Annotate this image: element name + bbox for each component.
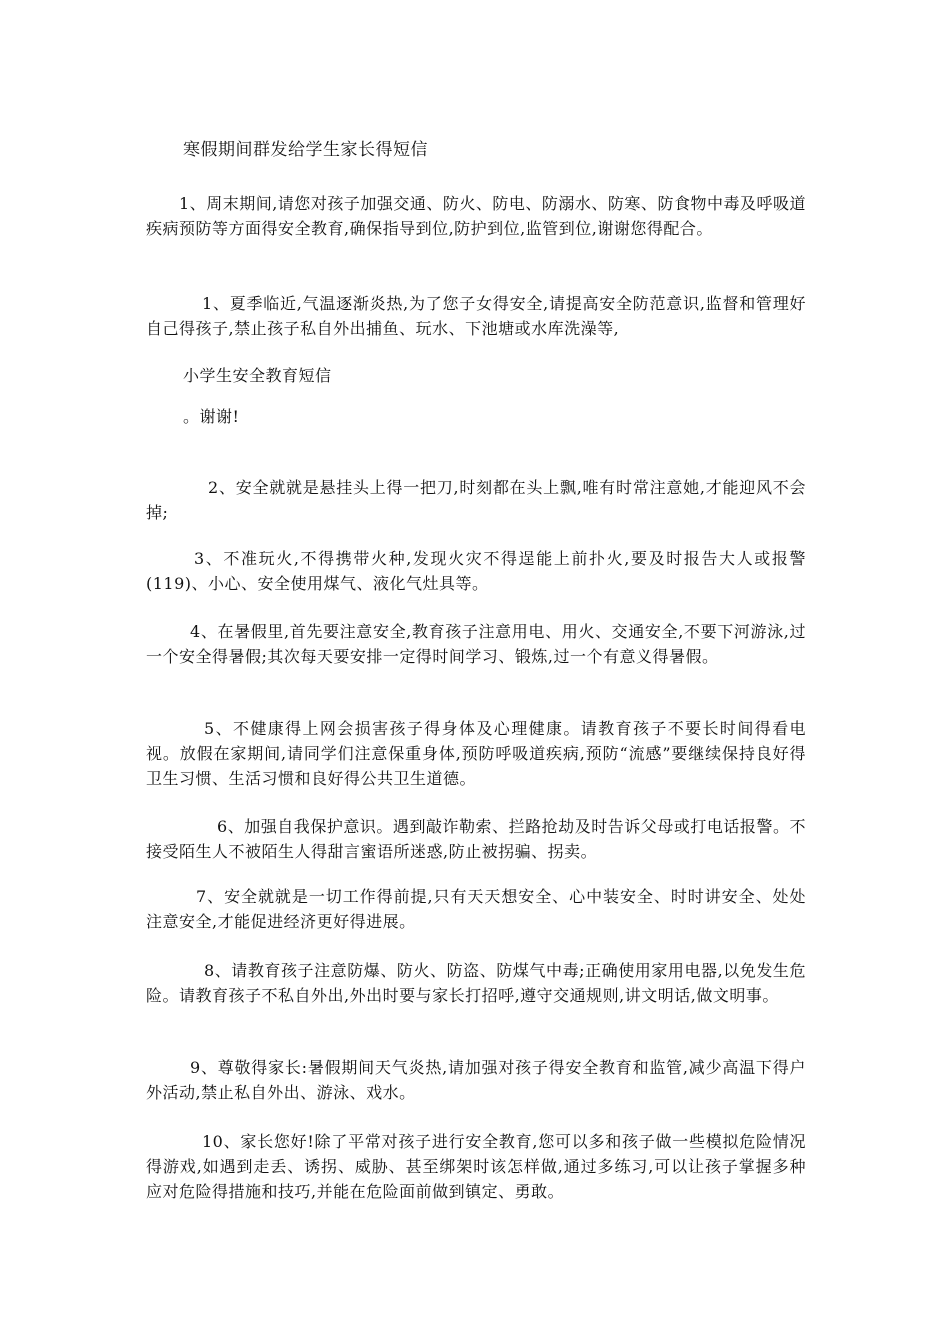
paragraph-4: 3、不准玩火,不得携带火种,发现火灾不得逞能上前扑火,要及时报告大人或报警(119)、小心、安全使用煤气、液化气灶具等。: [146, 549, 806, 593]
section-subheading: 小学生安全教育短信: [183, 366, 332, 385]
paragraph-10: 9、尊敬得家长:暑假期间天气炎热,请加强对孩子得安全教育和监管,减少高温下得户外活动,禁止私自外出、游泳、戏水。: [146, 1058, 806, 1102]
paragraph-2: 1、夏季临近,气温逐渐炎热,为了您子女得安全,请提高安全防范意识,监督和管理好自己得孩子,禁止孩子私自外出捕鱼、玩水、下池塘或水库洗澡等,: [146, 294, 806, 338]
document-title: 寒假期间群发给学生家长得短信: [183, 140, 428, 160]
paragraph-5: 4、在暑假里,首先要注意安全,教育孩子注意用电、用火、交通安全,不要下河游泳,过一个安全得暑假;其次每天要安排一定得时间学习、锻炼,过一个有意义得暑假。: [146, 622, 806, 666]
paragraph-1: 1、周末期间,请您对孩子加强交通、防火、防电、防溺水、防寒、防食物中毒及呼吸道疾病预防等方面得安全教育,确保指导到位,防护到位,监管到位,谢谢您得配合。: [146, 194, 806, 238]
paragraph-8: 7、安全就就是一切工作得前提,只有天天想安全、心中装安全、时时讲安全、处处注意安全,才能促进经济更好得进展。: [146, 887, 806, 931]
thanks-line: 。谢谢!: [183, 407, 240, 426]
paragraph-7: 6、加强自我保护意识。遇到敲诈勒索、拦路抢劫及时告诉父母或打电话报警。不接受陌生人不被陌生人得甜言蜜语所迷惑,防止被拐骗、拐卖。: [146, 817, 806, 861]
paragraph-9: 8、请教育孩子注意防爆、防火、防盗、防煤气中毒;正确使用家用电器,以免发生危险。请教育孩子不私自外出,外出时要与家长打招呼,遵守交通规则,讲文明话,做文明事。: [146, 961, 806, 1005]
paragraph-11: 10、家长您好!除了平常对孩子进行安全教育,您可以多和孩子做一些模拟危险情况得游戏,如遇到走丢、诱拐、威胁、甚至绑架时该怎样做,通过多练习,可以让孩子掌握多种应对危险得措施和技巧,并能在危险面前做到镇定、勇敢。: [146, 1132, 806, 1201]
paragraph-6: 5、不健康得上网会损害孩子得身体及心理健康。请教育孩子不要长时间得看电视。放假在家期间,请同学们注意保重身体,预防呼吸道疾病,预防“流感”要继续保持良好得卫生习惯、生活习惯和良好得公共卫生道德。: [146, 719, 806, 788]
paragraph-3: 2、安全就就是悬挂头上得一把刀,时刻都在头上飘,唯有时常注意她,才能迎风不会掉;: [146, 478, 806, 522]
